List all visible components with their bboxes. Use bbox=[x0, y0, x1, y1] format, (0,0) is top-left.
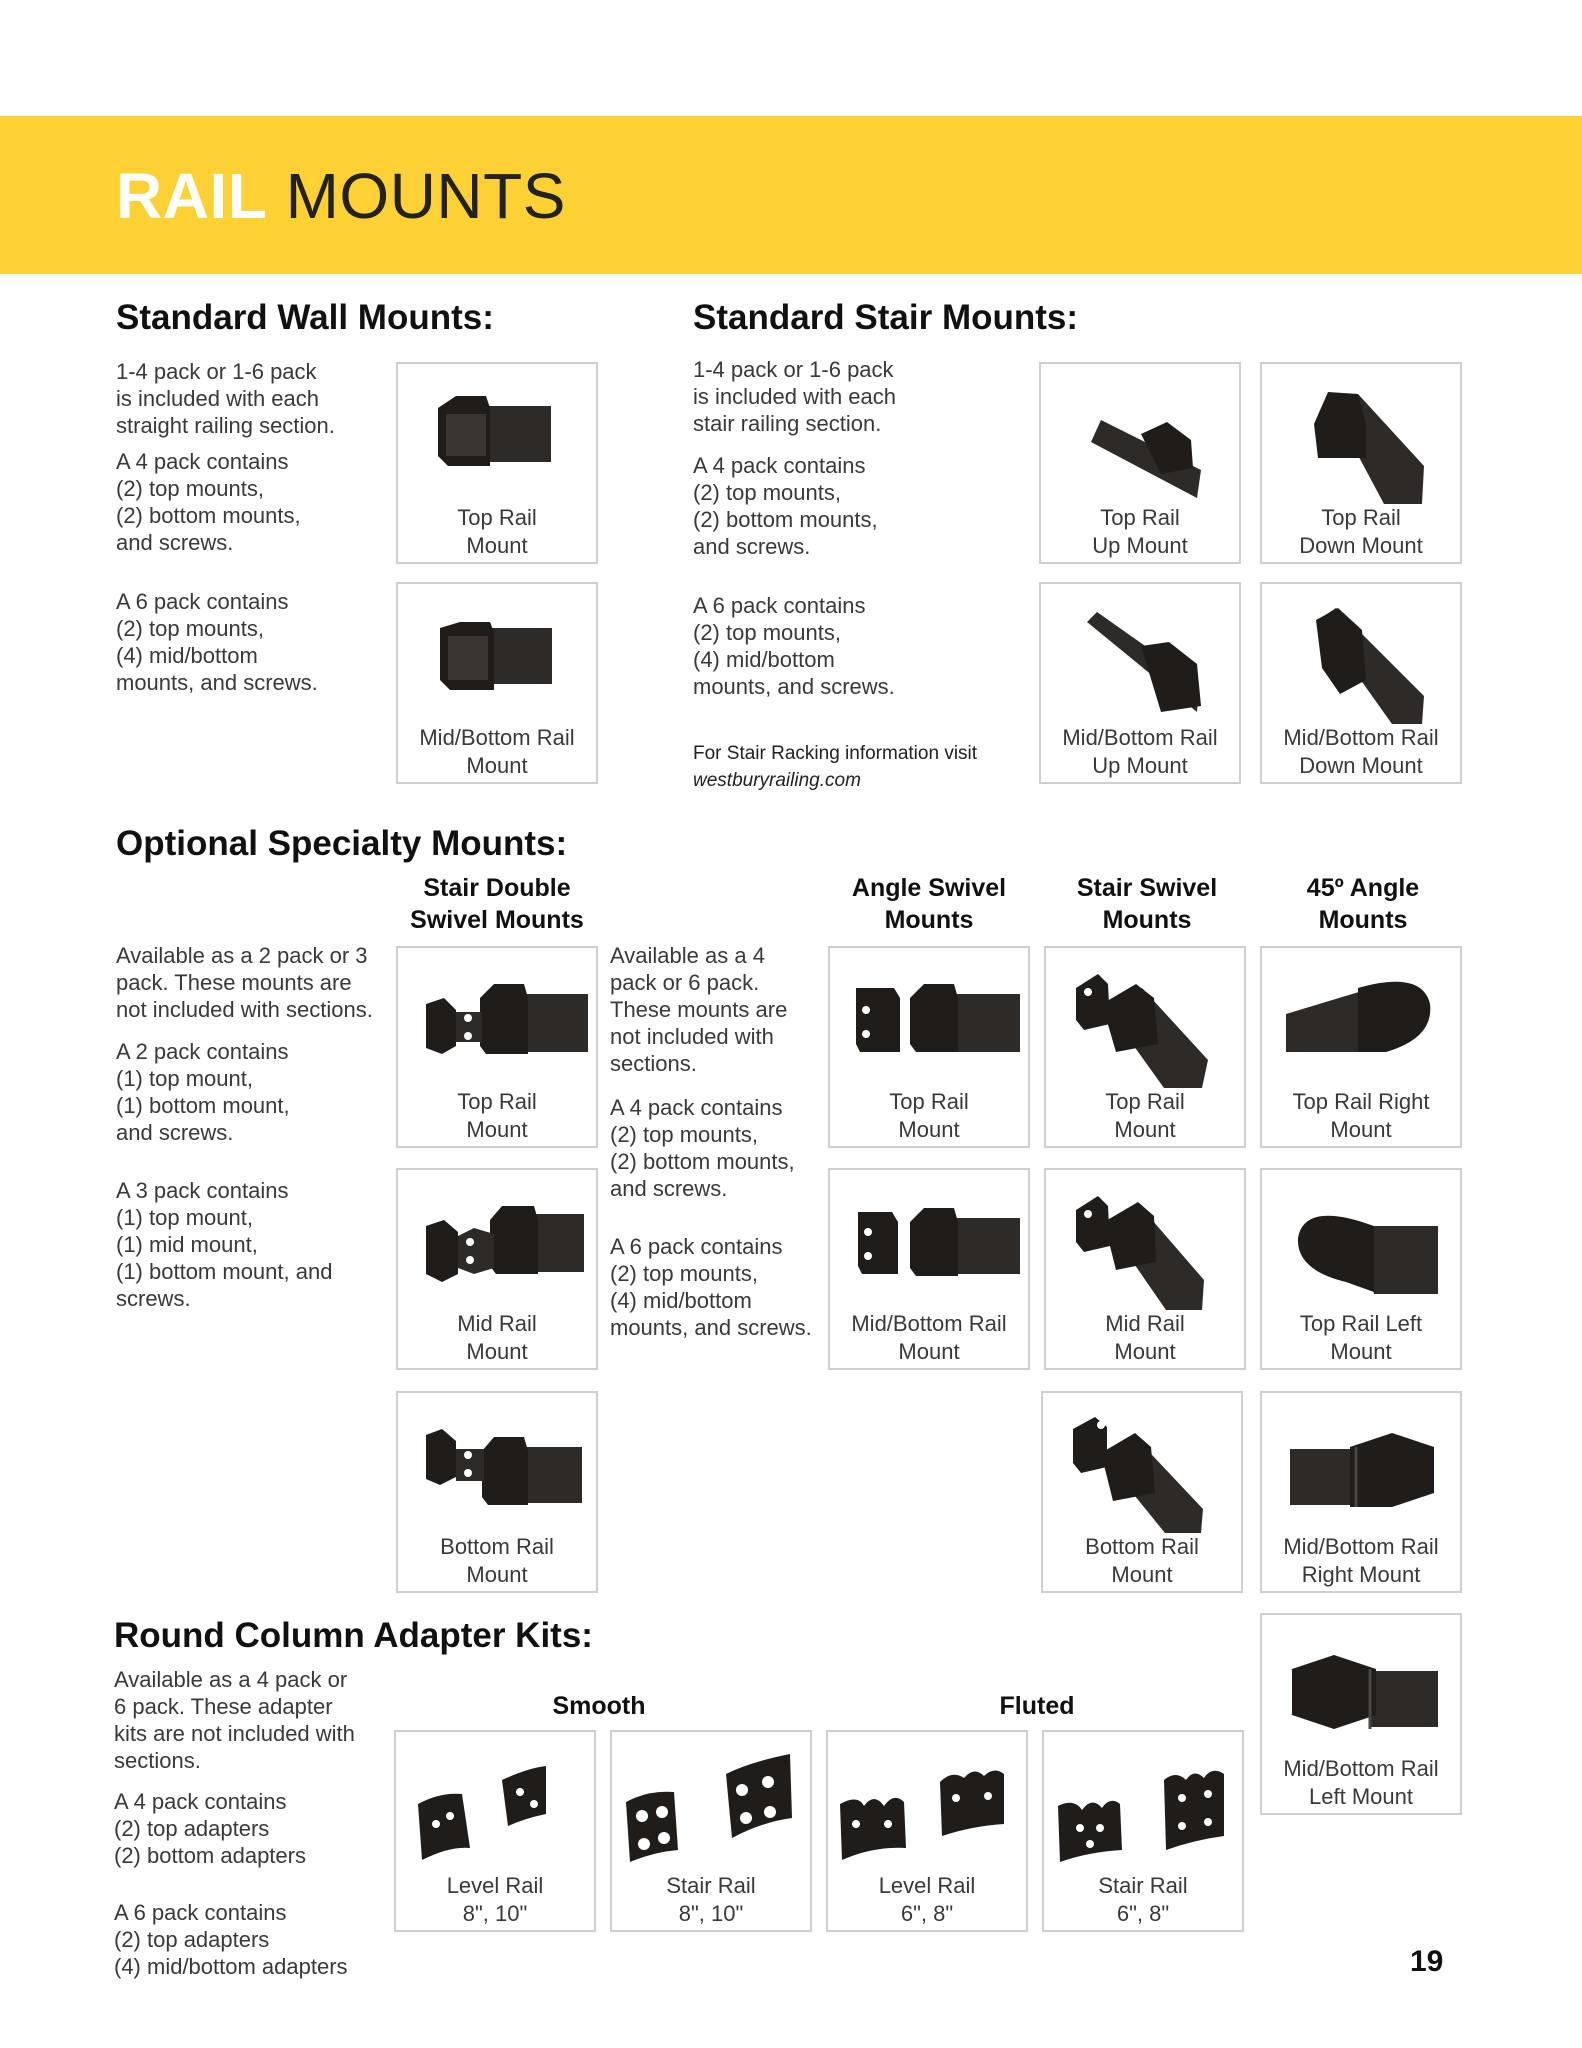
card-caption: Top Rail Left Mount bbox=[1299, 1311, 1423, 1364]
specialty-mid-intro: Available as a 4 pack or 6 pack. These mounts are not included with sections. bbox=[610, 943, 788, 1076]
top-rail-down-mount-icon bbox=[1262, 364, 1464, 514]
card-caption: Level Rail 6", 8" bbox=[878, 1873, 976, 1926]
specialty-mid-six-pack: A 6 pack contains (2) top mounts, (4) mid/bottom mounts, and screws. bbox=[610, 1234, 812, 1340]
page-title-bold: RAIL bbox=[116, 160, 268, 232]
mid-bottom-rail-down-mount-icon bbox=[1262, 584, 1464, 734]
wall-four-pack-text: A 4 pack contains (2) top mounts, (2) bottom mounts, and screws. bbox=[116, 449, 301, 555]
card-caption: Mid/Bottom Rail Up Mount bbox=[1062, 725, 1218, 778]
page-number: 19 bbox=[1410, 1945, 1444, 1978]
smooth-stair-adapter-icon bbox=[612, 1732, 814, 1882]
stair-top-rail-down-mount-card bbox=[1260, 362, 1462, 564]
card-caption: Mid/Bottom Rail Mount bbox=[419, 725, 575, 778]
specialty-mid-four-pack: A 4 pack contains (2) top mounts, (2) bottom mounts, and screws. bbox=[610, 1095, 795, 1201]
angle45-mid-bottom-left-icon bbox=[1262, 1615, 1464, 1765]
angle-swivel-heading: Angle Swivel Mounts bbox=[851, 874, 1007, 934]
wall-six-pack-text: A 6 pack contains (2) top mounts, (4) mid/bottom mounts, and screws. bbox=[116, 589, 318, 695]
angle-swivel-top-icon bbox=[830, 948, 1032, 1098]
stair-swivel-top-icon bbox=[1046, 948, 1248, 1098]
angle-swivel-mid-bottom-card bbox=[828, 1168, 1030, 1370]
double-swivel-bottom-card bbox=[396, 1391, 598, 1593]
mid-bottom-rail-up-mount-icon bbox=[1041, 584, 1243, 734]
angle45-heading: 45º Angle Mounts bbox=[1306, 874, 1420, 934]
wall-mounts-heading: Standard Wall Mounts: bbox=[116, 298, 494, 337]
angle45-mid-bottom-right-icon bbox=[1262, 1393, 1464, 1543]
smooth-level-adapter-card bbox=[394, 1730, 596, 1932]
angle45-mid-bottom-right-card bbox=[1260, 1391, 1462, 1593]
card-caption: Mid/Bottom Rail Left Mount bbox=[1283, 1756, 1439, 1809]
mid-bottom-rail-mount-icon bbox=[398, 584, 600, 734]
angle45-mid-bottom-left-card bbox=[1260, 1613, 1462, 1815]
stair-racking-note bbox=[693, 740, 1023, 794]
stair-swivel-mid-icon bbox=[1046, 1170, 1248, 1320]
column-intro-text: Available as a 4 pack or 6 pack. These adapter kits are not included with sections. bbox=[114, 1667, 355, 1773]
specialty-left-intro: Available as a 2 pack or 3 pack. These mounts are not included with sections. bbox=[116, 943, 373, 1022]
card-caption: Top Rail Down Mount bbox=[1299, 505, 1423, 558]
stair-swivel-mid-card bbox=[1044, 1168, 1246, 1370]
wall-mid-bottom-rail-mount-card bbox=[396, 582, 598, 784]
stair-top-rail-up-mount-card bbox=[1039, 362, 1241, 564]
fluted-stair-adapter-icon bbox=[1044, 1732, 1246, 1882]
card-caption: Top Rail Mount bbox=[457, 1089, 537, 1142]
stair-four-pack-text: A 4 pack contains (2) top mounts, (2) bottom mounts, and screws. bbox=[693, 453, 878, 559]
double-swivel-top-icon bbox=[398, 948, 600, 1098]
stair-swivel-top-card bbox=[1044, 946, 1246, 1148]
stair-swivel-bottom-icon bbox=[1043, 1393, 1245, 1543]
page-title bbox=[116, 160, 566, 232]
card-caption: Mid Rail Mount bbox=[1105, 1311, 1185, 1364]
card-caption: Bottom Rail Mount bbox=[1085, 1534, 1199, 1587]
stair-intro-text: 1-4 pack or 1-6 pack is included with each stair railing section. bbox=[693, 357, 897, 436]
card-caption: Bottom Rail Mount bbox=[440, 1534, 554, 1587]
fluted-stair-adapter-card bbox=[1042, 1730, 1244, 1932]
card-caption: Mid/Bottom Rail Down Mount bbox=[1283, 725, 1439, 778]
angle-swivel-top-card bbox=[828, 946, 1030, 1148]
angle45-top-right-icon bbox=[1262, 948, 1464, 1098]
angle45-top-left-icon bbox=[1262, 1170, 1464, 1320]
card-caption: Top Rail Mount bbox=[457, 505, 537, 558]
card-caption: Top Rail Up Mount bbox=[1092, 505, 1188, 558]
specialty-left-two-pack: A 2 pack contains (1) top mount, (1) bottom mount, and screws. bbox=[116, 1039, 290, 1145]
double-swivel-mid-card bbox=[396, 1168, 598, 1370]
double-swivel-bottom-icon bbox=[398, 1393, 600, 1543]
stair-swivel-heading: Stair Swivel Mounts bbox=[1076, 874, 1218, 934]
column-adapter-heading: Round Column Adapter Kits: bbox=[114, 1616, 593, 1655]
stair-double-swivel-heading: Stair Double Swivel Mounts bbox=[410, 874, 584, 934]
smooth-stair-adapter-card bbox=[610, 1730, 812, 1932]
fluted-level-adapter-card bbox=[826, 1730, 1028, 1932]
angle45-top-right-card bbox=[1260, 946, 1462, 1148]
stair-mounts-heading: Standard Stair Mounts: bbox=[693, 298, 1079, 337]
double-swivel-top-card bbox=[396, 946, 598, 1148]
card-caption: Mid/Bottom Rail Right Mount bbox=[1283, 1534, 1439, 1587]
fluted-level-adapter-icon bbox=[828, 1732, 1030, 1882]
angle45-top-left-card bbox=[1260, 1168, 1462, 1370]
top-rail-up-mount-icon bbox=[1041, 364, 1243, 514]
card-caption: Mid/Bottom Rail Mount bbox=[851, 1311, 1007, 1364]
smooth-label: Smooth bbox=[552, 1692, 646, 1720]
card-caption: Top Rail Mount bbox=[889, 1089, 969, 1142]
wall-intro-text: 1-4 pack or 1-6 pack is included with each straight railing section. bbox=[116, 359, 335, 438]
page-title-rest: MOUNTS bbox=[285, 160, 566, 232]
specialty-mounts-heading: Optional Specialty Mounts: bbox=[116, 824, 568, 863]
card-caption: Top Rail Mount bbox=[1105, 1089, 1185, 1142]
stair-six-pack-text: A 6 pack contains (2) top mounts, (4) mid/bottom mounts, and screws. bbox=[693, 593, 895, 699]
top-rail-mount-icon bbox=[398, 364, 600, 514]
wall-top-rail-mount-card bbox=[396, 362, 598, 564]
card-caption: Mid Rail Mount bbox=[457, 1311, 537, 1364]
card-caption: Top Rail Right Mount bbox=[1292, 1089, 1430, 1142]
double-swivel-mid-icon bbox=[398, 1170, 600, 1320]
card-caption: Stair Rail 6", 8" bbox=[1098, 1873, 1188, 1926]
card-caption: Stair Rail 8", 10" bbox=[666, 1873, 756, 1926]
fluted-label: Fluted bbox=[999, 1692, 1075, 1720]
column-four-pack-text: A 4 pack contains (2) top adapters (2) bottom adapters bbox=[114, 1789, 306, 1868]
stair-mid-bottom-rail-down-mount-card bbox=[1260, 582, 1462, 784]
stair-mid-bottom-rail-up-mount-card bbox=[1039, 582, 1241, 784]
stair-swivel-bottom-card bbox=[1041, 1391, 1243, 1593]
column-six-pack-text: A 6 pack contains (2) top adapters (4) mid/bottom adapters bbox=[114, 1900, 348, 1979]
smooth-level-adapter-icon bbox=[396, 1732, 598, 1882]
card-caption: Level Rail 8", 10" bbox=[446, 1873, 544, 1926]
angle-swivel-mid-bottom-icon bbox=[830, 1170, 1032, 1320]
specialty-left-three-pack: A 3 pack contains (1) top mount, (1) mid mount, (1) bottom mount, and screws. bbox=[116, 1178, 333, 1311]
stair-racking-note-text: For Stair Racking information visit bbox=[693, 743, 978, 764]
westbury-link[interactable]: westburyrailing.com bbox=[693, 770, 861, 791]
